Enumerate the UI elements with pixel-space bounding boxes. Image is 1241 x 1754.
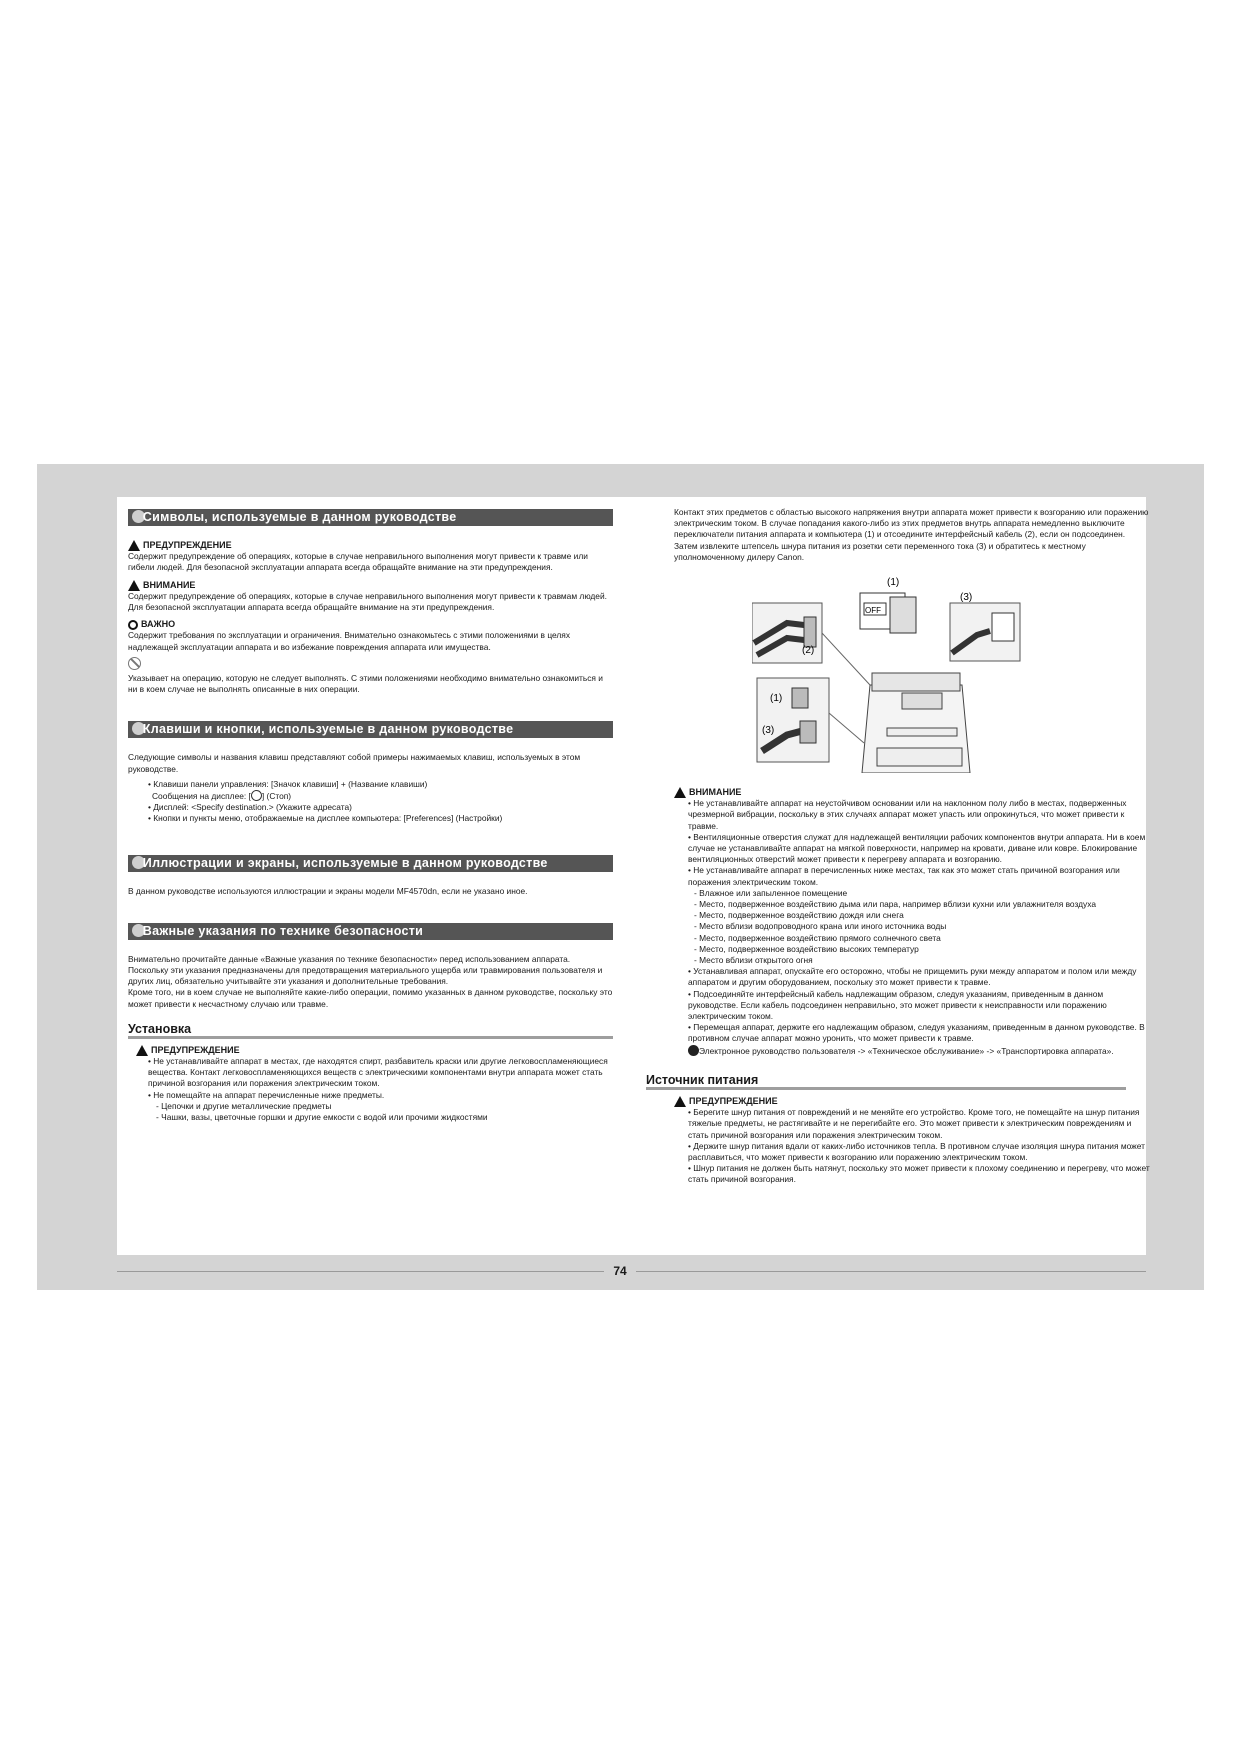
label-2: (2) — [802, 645, 815, 657]
caution-bullet-3: • Не устанавливайте аппарат в перечисленных ниже местах, так как это может стать причиной возгорания или поражения электрическим током. — [688, 865, 1120, 887]
caution-dash-3: - Место, подверженное воздействию дождя или снега — [694, 910, 904, 921]
illustrations-text: В данном руководстве используются иллюстрации и экраны модели MF4570dn, если не указано иное. — [128, 885, 528, 896]
wall-socket-shape — [992, 613, 1014, 641]
warning-desc: Содержит предупреждение об операциях, которые в случае неправильного выполнения могут привести к травме или гибели людей. Для безопасной эксплуатации аппарата всегда обращайте внимание на эти предупреждения. — [128, 551, 588, 573]
caution-bullet-2: • Вентиляционные отверстия служат для надлежащей вентиляции рабочих компонентов внутри аппарата. Ни в коем случае не устанавливайте аппарат на мягкой поверхности, например на кровати, диване или ковре. Блокирование вентиляционных отверстий может привести к перегреву аппарата и возгоранию. — [688, 831, 1146, 865]
important-label: ВАЖНО — [128, 619, 613, 630]
caution-bullet-4: • Устанавливая аппарат, опускайте его осторожно, чтобы не прищемить руки между аппаратом и полом или между аппаратом и другим оборудованием, поскольку это может привести к травме. — [688, 966, 1137, 988]
caution-dash-6: - Место, подверженное воздействию высоких температур — [694, 943, 919, 954]
left-column — [128, 509, 613, 1123]
right-intro: Контакт этих предметов с областью высокого напряжения внутри аппарата может привести к возгоранию или поражению электрическим током. В случае попадания какого-либо из этих предметов внутрь аппарата немедленно выключите переключатели питания аппарата и компьютера (1) и отсоедините интерфейсный кабель (2), если он подсоединен. Затем извлеките штепсель шнура питания из розетки сети переменного тока (3) и обратитесь к местному уполномоченному дилеру Canon. — [674, 507, 1149, 562]
port-shape — [804, 617, 816, 647]
stop-key-icon — [251, 790, 262, 801]
install-bullet-2: • Не помещайте на аппарат перечисленные ниже предметы. — [148, 1089, 385, 1100]
printer-paper-drawer — [877, 748, 962, 766]
keys-bullet-display-msg: Сообщения на дисплее: [ ] (Стоп) — [152, 791, 292, 802]
keys-bullet-menu: • Кнопки и пункты меню, отображаемые на дисплее компьютера: [Preferences] (Настройки) — [148, 813, 503, 824]
install-dash-1: - Цепочки и другие металлические предметы — [156, 1100, 332, 1111]
install-dash-2: - Чашки, вазы, цветочные горшки и другие емкости с водой или прочими жидкостями — [156, 1112, 488, 1123]
warning-label: ПРЕДУПРЕЖДЕНИЕ — [128, 540, 613, 551]
caution-bullet-5: • Подсоединяйте интерфейсный кабель надлежащим образом, следуя указаниям, приведенным в данном руководстве. Если кабель подсоединен неправильно, это может привести к неисправности или поражению электрическим током. — [688, 988, 1107, 1022]
label-1-bottom: (1) — [770, 693, 783, 705]
printer-control-panel — [902, 693, 942, 709]
install-warning-label: ПРЕДУПРЕЖДЕНИЕ — [128, 1045, 613, 1056]
subheading-power: Источник питания — [646, 1073, 1126, 1090]
section-heading-keys: Клавиши и кнопки, используемые в данном руководстве — [128, 721, 613, 738]
page-number: 74 — [604, 1263, 636, 1279]
caution-dash-5: - Место, подверженное воздействию прямого солнечного света — [694, 932, 941, 943]
caution-desc: Содержит предупреждение об операциях, которые в случае неправильного выполнения могут привести к травмам людей. Для безопасной эксплуатации аппарата всегда обращайте внимание на эти предупреждения. — [128, 590, 607, 613]
label-3-bottom: (3) — [762, 725, 775, 737]
label-3-top: (3) — [960, 592, 973, 604]
keys-intro: Следующие символы и названия клавиш представляют собой примеры нажимаемых клавиш, используемых в этом руководстве. — [128, 752, 581, 774]
warning-triangle-icon — [674, 1096, 686, 1107]
power-warning-label: ПРЕДУПРЕЖДЕНИЕ — [674, 1096, 1150, 1107]
caution-dash-7: - Место вблизи открытого огня — [694, 955, 813, 966]
caution-triangle-icon — [128, 580, 140, 591]
prohibited-desc: Указывает на операцию, которую не следует выполнять. С этими положениями необходимо внимательно ознакомиться и ни в коем случае не выполнять описанные в них операции. — [128, 673, 603, 695]
keys-bullet-display: • Дисплей: <Specify destination.> (Укажите адресата) — [148, 802, 352, 813]
caution-triangle-icon — [674, 787, 686, 798]
safety-p3: Кроме того, ни в коем случае не выполняйте какие-либо операции, помимо указанных в данном руководстве, поскольку это может привести к несчастному случаю или травме. — [128, 987, 613, 1009]
right-column — [646, 507, 1150, 1186]
power-bullet-2: • Держите шнур питания вдали от каких-либо источников тепла. В противном случае изоляция шнура питания может расплавиться, что может привести к возгоранию или поражению электрическим током. — [688, 1140, 1145, 1162]
caution-ref: Электронное руководство пользователя -> «Техническое обслуживание» -> «Транспортировка аппарата». — [674, 1045, 1150, 1057]
printer-scanner-lid — [872, 673, 960, 691]
power-bullet-3: • Шнур питания не должен быть натянут, поскольку это может привести к плохому соединению и перегреву, что может стать причиной возгорания. — [688, 1163, 1150, 1185]
install-bullet-1: • Не устанавливайте аппарат в местах, где находятся спирт, разбавитель краски или другие легковоспламеняющиеся вещества. Контакт легковоспламеняющихся веществ с электрическими компонентами внутри аппарата может стать причиной возгорания или поражения электрическим током. — [148, 1056, 608, 1089]
inlet-shape — [800, 721, 816, 743]
caution-bullet-6: • Перемещая аппарат, держите его надлежащим образом, следуя указаниям, приведенным в данном руководстве. В противном случае аппарат можно уронить, что может привести к травме. — [688, 1022, 1145, 1044]
reference-link-icon — [688, 1045, 699, 1056]
keys-bullet-panel: • Клавиши панели управления: [Значок клавиши] + (Название клавиши) — [148, 778, 428, 789]
caution-label-right: ВНИМАНИЕ — [674, 787, 1150, 798]
label-1-top: (1) — [887, 577, 900, 589]
leader-line — [822, 633, 870, 685]
caution-label: ВНИМАНИЕ — [128, 580, 613, 591]
caution-dash-4: - Место вблизи водопроводного крана или иного источника воды — [694, 921, 947, 932]
computer-tower-shape — [890, 597, 916, 633]
printer-output-tray — [887, 728, 957, 736]
leader-line — [829, 713, 864, 743]
caution-bullet-1: • Не устанавливайте аппарат на неустойчивом основании или на наклонном полу либо в местах, подверженных чрезмерной вибрации, поскольку в этих случаях аппарат может упасть или опрокинуться, что может привести к травме. — [688, 798, 1127, 831]
subheading-installation: Установка — [128, 1022, 613, 1039]
section-heading-safety: Важные указания по технике безопасности — [128, 923, 613, 940]
important-icon — [128, 620, 138, 630]
important-desc: Содержит требования по эксплуатации и ограничения. Внимательно ознакомьтесь с этими положениями в целях надлежащей эксплуатации аппарата и во избежание повреждения аппарата или имущества. — [128, 630, 571, 652]
warning-triangle-icon — [136, 1045, 148, 1056]
caution-dash-1: - Влажное или запыленное помещение — [694, 887, 848, 898]
safety-p1: Внимательно прочитайте данные «Важные указания по технике безопасности» перед использованием аппарата. — [128, 953, 571, 964]
safety-p2: Поскольку эти указания предназначены для предотвращения материального ущерба или травмирования пользователя и других лиц, обязательно учитывайте эти указания и дополнительные требования. — [128, 965, 603, 987]
power-bullet-1: • Берегите шнур питания от повреждений и не меняйте его устройство. Кроме того, не помещайте на шнур питания тяжелые предметы, не растягивайте и не перегибайте его. Это может привести к электрическим повреждениям и стать причиной возгорания или поражения электрическим током. — [688, 1107, 1140, 1140]
prohibited-icon — [128, 657, 141, 670]
section-heading-illustrations: Иллюстрации и экраны, используемые в данном руководстве — [128, 855, 613, 872]
off-label: OFF — [865, 606, 881, 616]
warning-triangle-icon — [128, 540, 140, 551]
power-switch-shape — [792, 688, 808, 708]
disconnect-illustration — [752, 573, 1062, 773]
caution-dash-2: - Место, подверженное воздействию дыма или пара, например вблизи кухни или увлажнителя воздуха — [694, 899, 1096, 910]
section-heading-symbols: Символы, используемые в данном руководстве — [128, 509, 613, 526]
